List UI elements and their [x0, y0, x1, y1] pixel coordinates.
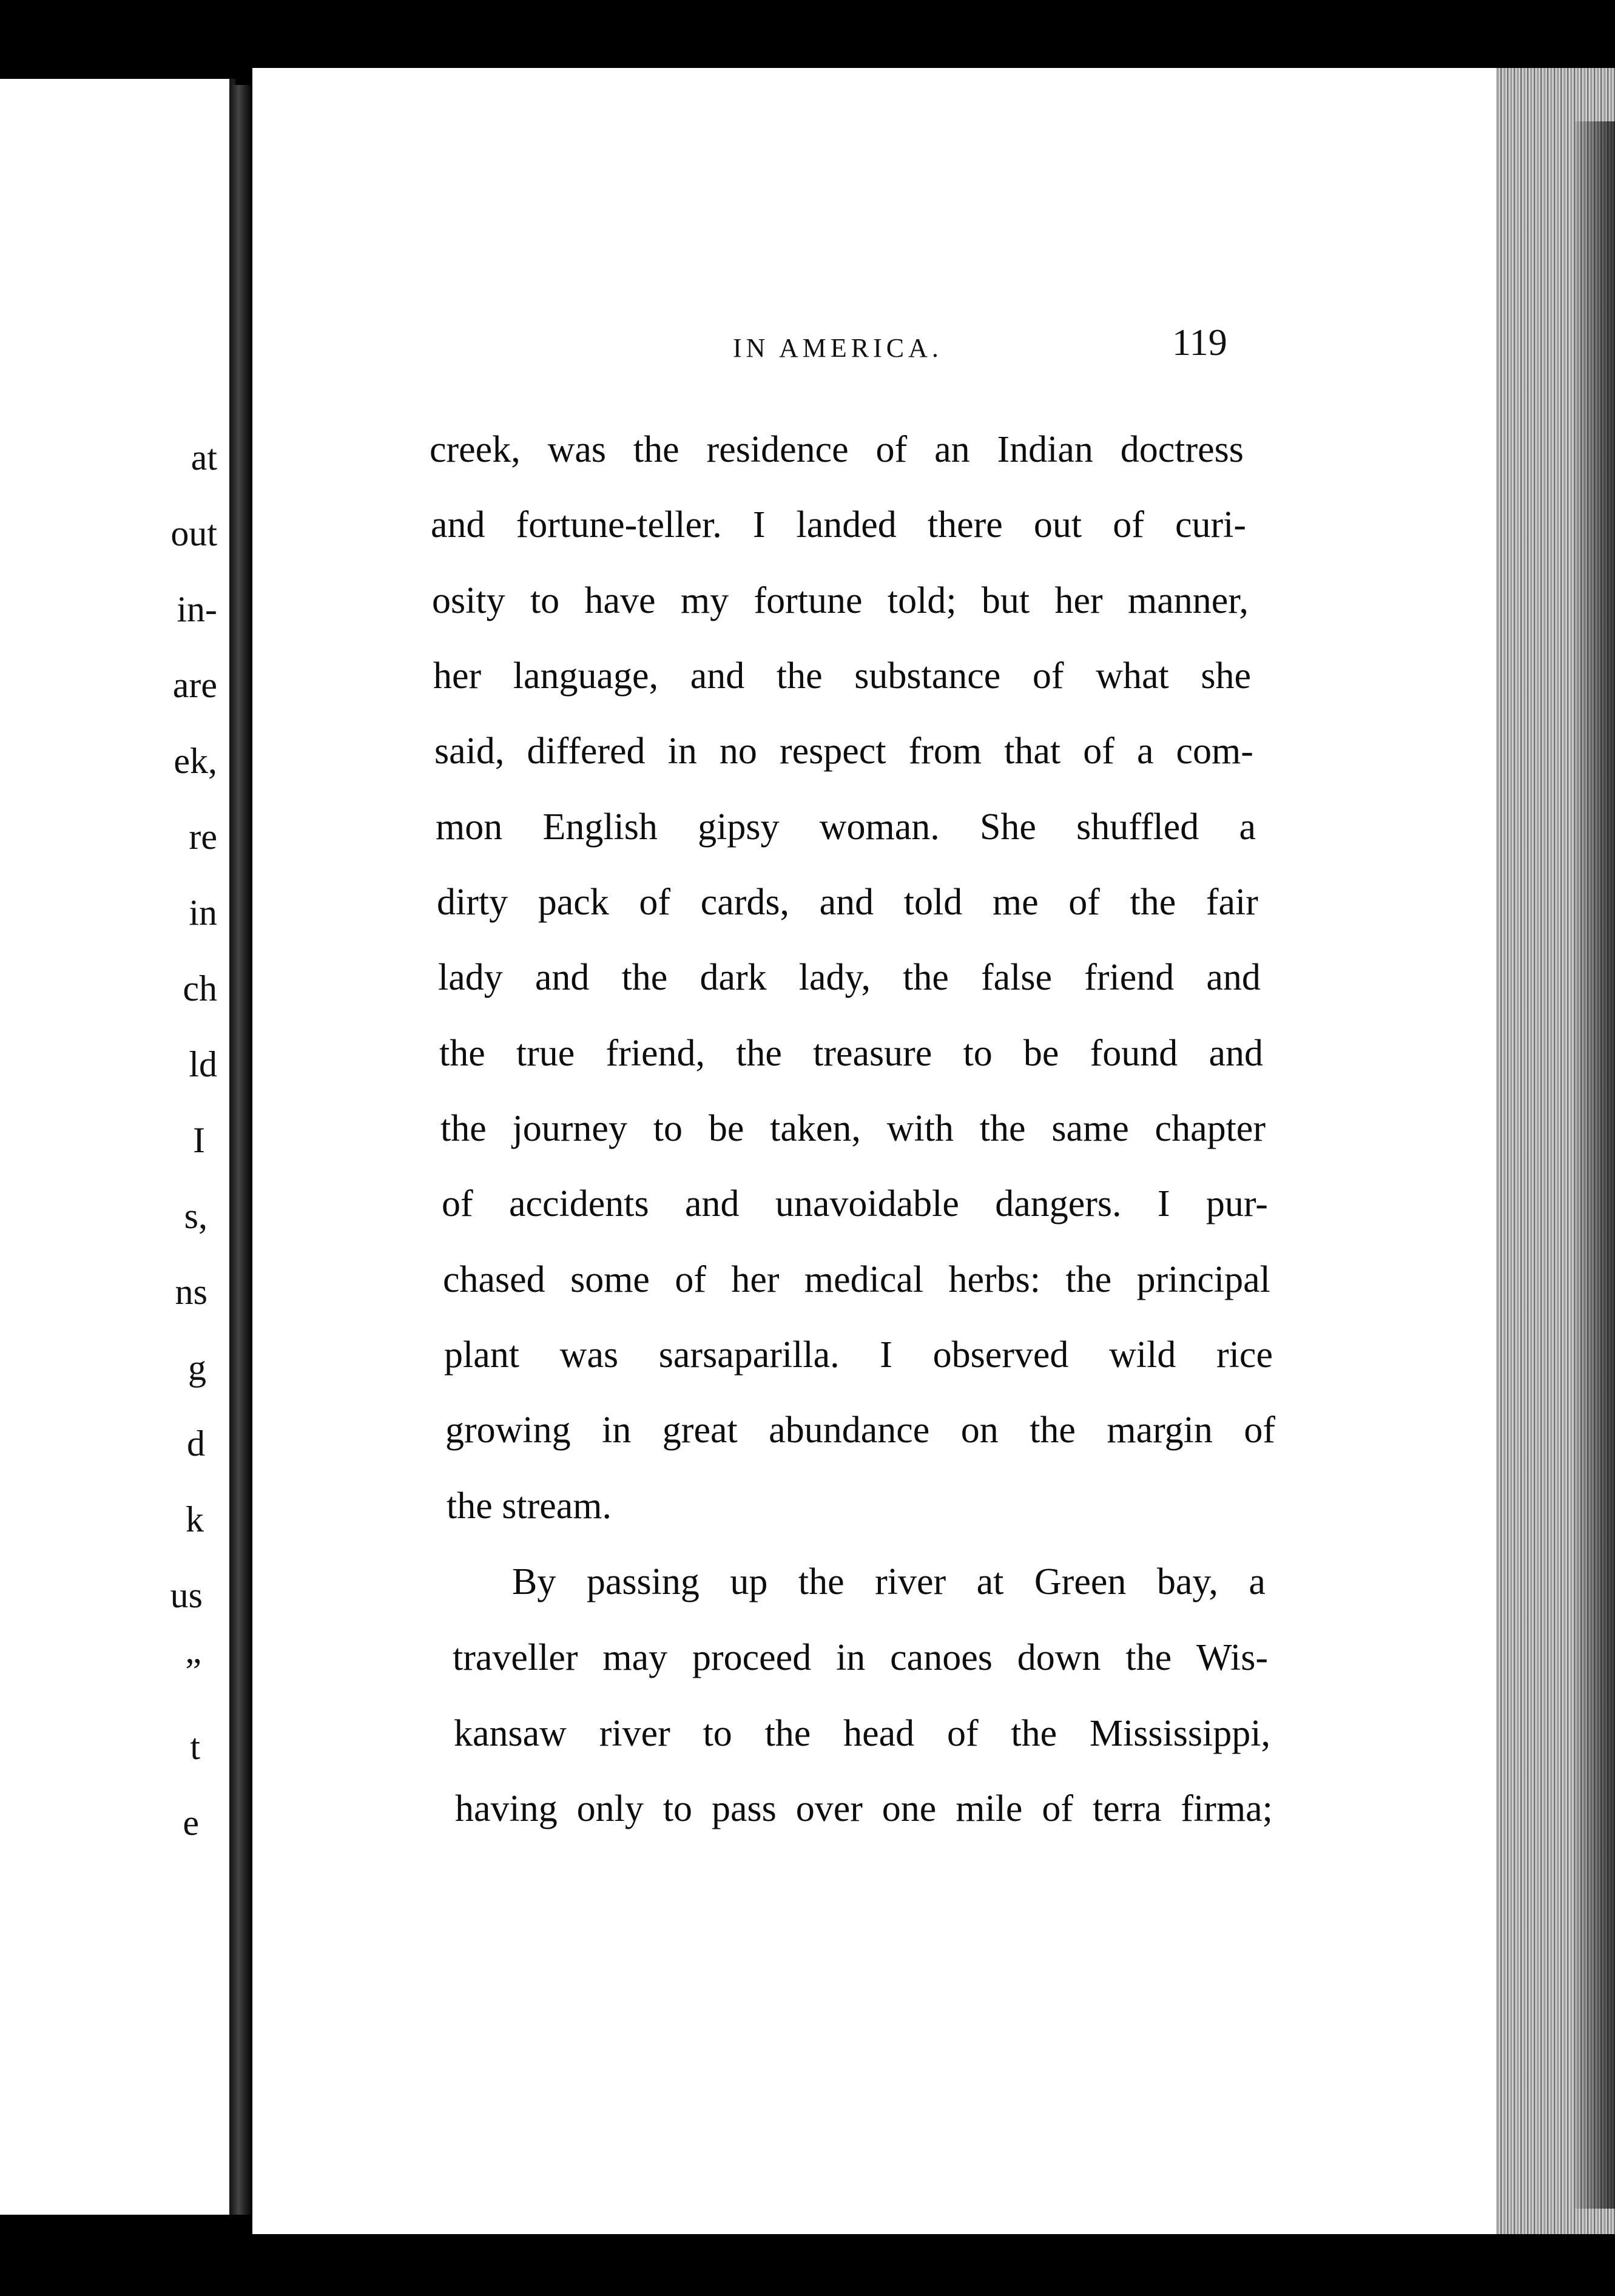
left-page-line: I: [193, 1120, 205, 1160]
left-page-line: are: [172, 665, 217, 705]
body-line: chased some of her medical herbs: the principal: [443, 1259, 1270, 1300]
body-line: creek, was the residence of an Indian doctress: [430, 429, 1244, 470]
body-line: the journey to be taken, with the same chapter: [440, 1108, 1266, 1149]
body-line: kansaw river to the head of the Mississippi,: [454, 1713, 1270, 1754]
running-head: IN AMERICA.: [733, 333, 943, 363]
book-gutter: [229, 85, 252, 2215]
body-line: osity to have my fortune told; but her manner,: [432, 580, 1249, 621]
left-page-line: k: [186, 1499, 204, 1539]
left-page-line: out: [170, 513, 217, 553]
body-line: and fortune-teller. I landed there out of curi-: [431, 504, 1246, 545]
body-line: having only to pass over one mile of terra firma;: [455, 1788, 1273, 1829]
left-page: [0, 79, 235, 2215]
left-page-line: ld: [189, 1044, 217, 1084]
body-line: By passing up the river at Green bay, a: [512, 1561, 1266, 1602]
left-page-line: us: [170, 1575, 203, 1615]
body-line: traveller may proceed in canoes down the Wis-: [453, 1637, 1268, 1678]
left-page-line: ns: [175, 1272, 207, 1312]
body-line: plant was sarsaparilla. I observed wild rice: [444, 1334, 1273, 1376]
body-line: lady and the dark lady, the false friend and: [438, 957, 1261, 998]
left-page-line: d: [187, 1423, 205, 1464]
left-page-line: re: [189, 817, 217, 857]
left-page-line: in: [189, 893, 217, 933]
body-line: the true friend, the treasure to be found and: [439, 1033, 1263, 1074]
body-line: dirty pack of cards, and told me of the fair: [437, 882, 1258, 923]
left-page-line: s,: [184, 1196, 207, 1236]
body-line: said, differed in no respect from that of a com-: [434, 731, 1253, 772]
left-page-line: in-: [177, 589, 217, 629]
left-page-line: g: [188, 1348, 206, 1388]
left-page-line: ”: [185, 1651, 201, 1691]
body-line: her language, and the substance of what she: [433, 655, 1251, 697]
left-page-line: ch: [183, 968, 217, 1008]
page-edges-shadow: [1575, 121, 1615, 2209]
body-line: mon English gipsy woman. She shuffled a: [436, 806, 1256, 848]
left-page-line: ek,: [174, 741, 217, 781]
left-page-line: e: [183, 1803, 199, 1843]
body-line: growing in great abundance on the margin of: [445, 1410, 1275, 1451]
body-line: of accidents and unavoidable dangers. I pur-: [442, 1183, 1268, 1224]
body-line: the stream.: [447, 1485, 612, 1527]
right-page: [252, 68, 1496, 2234]
left-page-line: t: [190, 1727, 200, 1767]
page-number: 119: [1172, 322, 1227, 363]
left-page-line: at: [190, 437, 217, 478]
